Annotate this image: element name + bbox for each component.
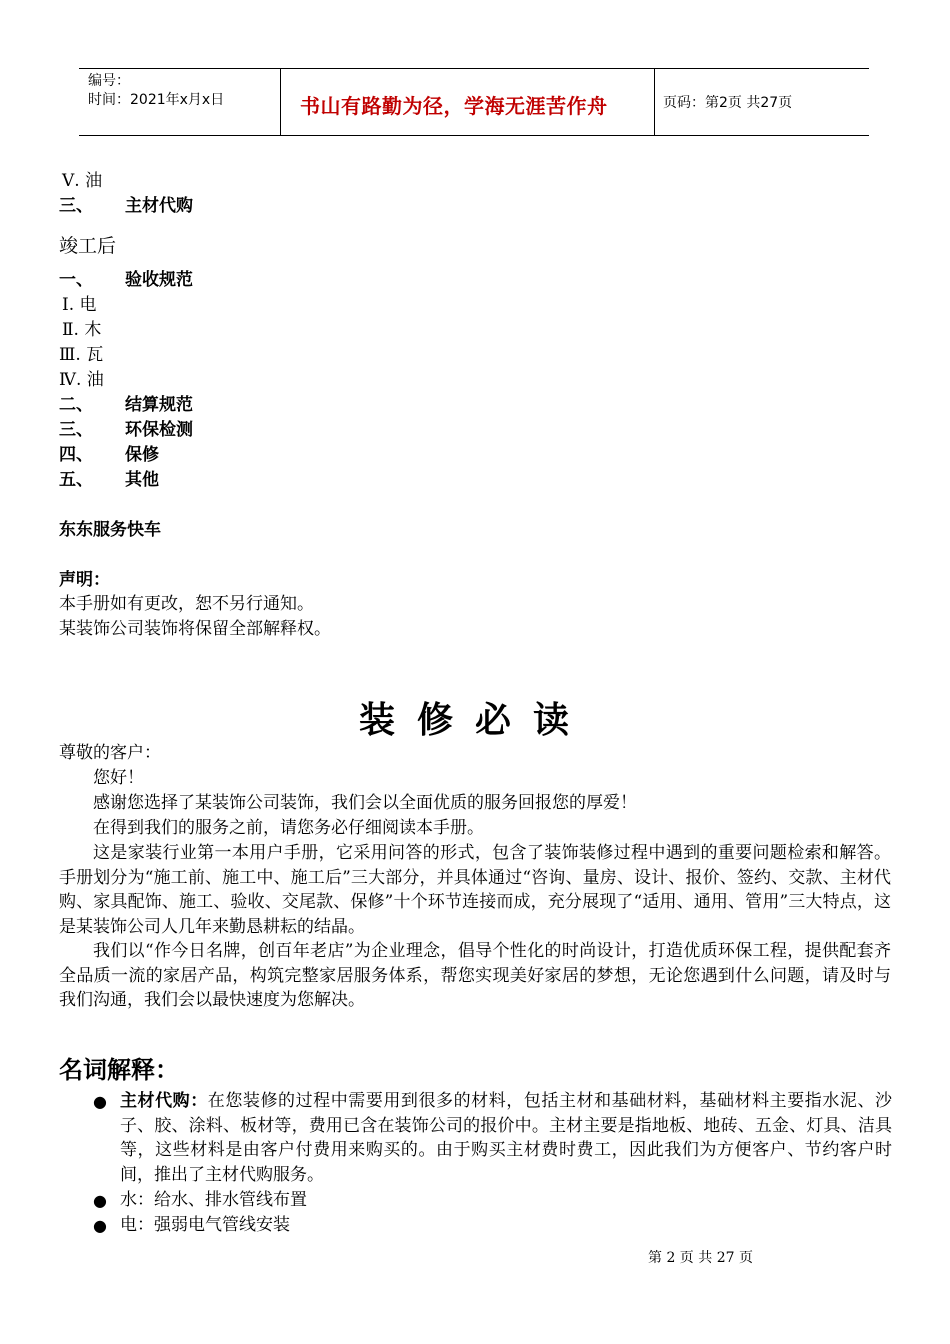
glossary-term: 主材代购： xyxy=(120,1091,208,1111)
header-time: 时间：2021年x月x日 xyxy=(88,92,225,108)
glossary-heading: 名词解释： xyxy=(59,1056,179,1084)
after-completion-heading: 竣工后 xyxy=(59,235,117,257)
page-title: 装修必读 xyxy=(358,699,591,741)
header-page-info: 页码：第2页 共27页 xyxy=(663,95,793,111)
glossary-definition: 在您装修的过程中需要用到很多的材料，包括主材和基础材料，基础材料主要指水泥、沙子、胶、涂料、板材等，费用已含在装饰公司的报价中。主材主要是指地板、地砖、五金、灯具、洁具等，这些材料是由客户付费用来购买的。由于购买主材费时费工，因此我们为方便客户、节约客户时间，推出了主材代购服务。 xyxy=(120,1091,893,1186)
letter-salutation: 尊敬的客户： xyxy=(59,743,161,763)
letter-p2: 在得到我们的服务之前，请您务必仔细阅读本手册。 xyxy=(93,818,484,838)
bullet-icon: ● xyxy=(93,1191,107,1210)
letter-p4: 我们以“作今日名牌，创百年老店”为企业理念，倡导个性化的时尚设计，打造优质环保工程，提供配套齐全品质一流的家居产品，构筑完整家居服务体系，帮您实现美好家居的梦想，无论您遇到什么问题，请及时与我们沟通，我们会以最快速度为您解决。 xyxy=(59,941,891,1011)
statement-label: 声明： xyxy=(59,570,110,590)
page-footer: 第 2 页 共 27 页 xyxy=(648,1250,753,1266)
header-divider-right xyxy=(654,68,655,136)
toc-item-oil: Ⅴ. 油 xyxy=(62,171,103,191)
ac-sub-wood: Ⅱ. 木 xyxy=(62,320,102,340)
letter-p3: 这是家装行业第一本用户手册，它采用问答的形式，包含了装饰装修过程中遇到的重要问题检索和解答。手册划分为“施工前、施工中、施工后”三大部分，并具体通过“咨询、量房、设计、报价、签约、交款、主材代购、家具配饰、施工、验收、交尾款、保修”十个环节连接而成，充分展现了“适用、通用、管用”三大特点，这是某装饰公司人几年来勤恳耕耘的结晶。 xyxy=(59,843,891,938)
ac-sub-electric: Ⅰ. 电 xyxy=(62,295,97,315)
ac-item-3: 三、 环保检测 xyxy=(59,420,193,440)
statement-line-1: 本手册如有更改，恕不另行通知。 xyxy=(59,594,314,614)
header-bottom-rule xyxy=(79,135,869,136)
ac-item-1: 一、 验收规范 xyxy=(59,270,193,290)
ac-item-2: 二、 结算规范 xyxy=(59,395,193,415)
statement-line-2: 某装饰公司装饰将保留全部解释权。 xyxy=(59,619,331,639)
bullet-icon: ● xyxy=(93,1216,107,1235)
letter-greeting: 您好！ xyxy=(93,768,144,788)
toc-section-3-num: 三、 xyxy=(59,196,93,216)
ac-item-4: 四、 保修 xyxy=(59,445,159,465)
ac-item-5: 五、 其他 xyxy=(59,470,159,490)
header-divider-left xyxy=(280,68,281,136)
letter-p1: 感谢您选择了某装饰公司装饰，我们会以全面优质的服务回报您的厚爱！ xyxy=(93,793,637,813)
glossary-item-water: 水：给水、排水管线布置 xyxy=(120,1190,307,1210)
toc-section-3-label: 主材代购 xyxy=(125,196,193,216)
glossary-item-main-material xyxy=(120,1089,892,1188)
bullet-icon: ● xyxy=(93,1092,107,1111)
toc-section-3 xyxy=(59,194,193,218)
express-heading: 东东服务快车 xyxy=(59,520,161,540)
ac-sub-tile: Ⅲ. 瓦 xyxy=(59,345,104,365)
glossary-item-electric: 电：强弱电气管线安装 xyxy=(120,1215,290,1235)
header-motto: 书山有路勤为径，学海无涯苦作舟 xyxy=(300,94,608,118)
ac-sub-oil: Ⅳ. 油 xyxy=(59,370,104,390)
header-code-label: 编号： xyxy=(88,73,130,89)
header-top-rule xyxy=(79,68,869,69)
